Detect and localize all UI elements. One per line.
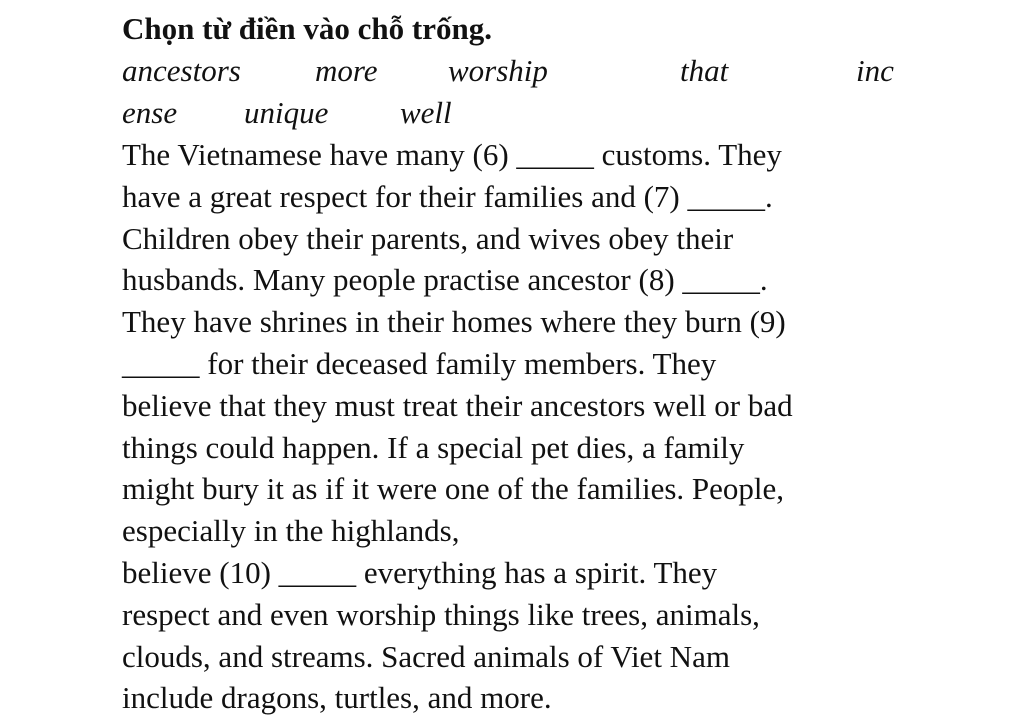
passage-line: have a great respect for their families and (7) _____. [122, 178, 773, 214]
passage-line: might bury it as if it were one of the families. People, [122, 471, 785, 507]
word-bank-item: well [400, 95, 452, 130]
passage-line: include dragons, turtles, and more. [122, 680, 552, 716]
word-bank-row-1 [122, 50, 912, 92]
reading-passage [122, 134, 912, 719]
passage-line: Children obey their parents, and wives obey their [122, 220, 734, 256]
passage-line: The Vietnamese have many (6) _____ customs. They [122, 137, 782, 172]
word-bank-item: worship [448, 53, 548, 88]
word-bank-item: more [315, 53, 378, 88]
exercise-heading: Chọn từ điền vào chỗ trống. [122, 11, 492, 46]
passage-line: They have shrines in their homes where they burn (9) [122, 304, 786, 340]
word-bank-item: inc [856, 53, 894, 88]
word-bank-item: unique [244, 95, 329, 130]
exercise-sheet [122, 8, 912, 719]
passage-line: things could happen. If a special pet dies, a family [122, 429, 745, 465]
word-bank-row-2 [122, 92, 912, 134]
word-bank-item: ancestors [122, 53, 241, 88]
passage-line: respect and even worship things like trees, animals, [122, 596, 760, 632]
passage-line: believe (10) _____ everything has a spirit. They [122, 554, 718, 590]
passage-line: _____ for their deceased family members. They [122, 345, 717, 381]
word-bank-item: that [680, 53, 729, 88]
passage-line: clouds, and streams. Sacred animals of Viet Nam [122, 638, 730, 674]
passage-line: believe that they must treat their ancestors well or bad [122, 387, 793, 423]
word-bank-item: ense [122, 95, 178, 130]
passage-line: husbands. Many people practise ancestor (8) _____. [122, 262, 768, 298]
passage-line: especially in the highlands, [122, 513, 460, 549]
